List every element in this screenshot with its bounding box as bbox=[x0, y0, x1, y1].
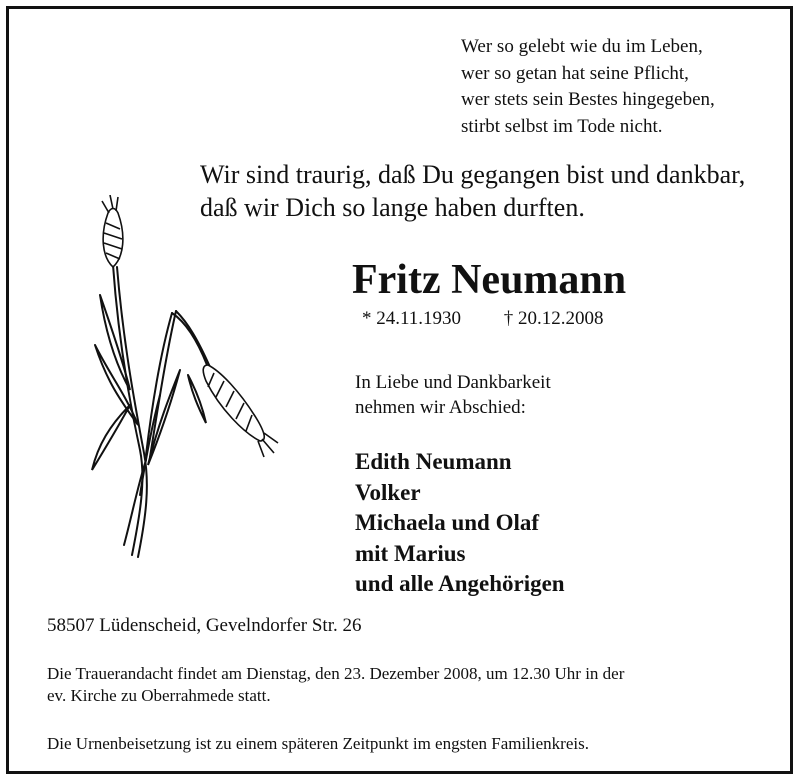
life-dates bbox=[362, 307, 604, 331]
poem-line: wer so getan hat seine Pflicht, bbox=[461, 62, 689, 84]
mourner-name: Volker bbox=[355, 479, 421, 505]
birth-date: * 24.11.1930 bbox=[362, 308, 462, 329]
death-date: † 20.12.2008 bbox=[503, 308, 604, 329]
poem-line: wer stets sein Bestes hingegeben, bbox=[461, 89, 715, 110]
mourner-name: mit Marius bbox=[355, 540, 466, 566]
mourner-name: und alle Angehörigen bbox=[355, 571, 565, 596]
service-info bbox=[47, 663, 624, 707]
farewell-line: nehmen wir Abschied: bbox=[355, 397, 526, 418]
service-line: Die Trauerandacht findet am Dienstag, den 23. Dezember 2008, um 12.30 Uhr in der bbox=[47, 664, 625, 683]
deceased-name: Fritz Neumann bbox=[352, 257, 627, 303]
lead-line: Wir sind traurig, daß Du gegangen bist und dankbar, bbox=[200, 160, 746, 189]
farewell-line: In Liebe und Dankbarkeit bbox=[355, 372, 551, 393]
poem-line: stirbt selbst im Tode nicht. bbox=[461, 115, 663, 137]
mourner-name: Edith Neumann bbox=[355, 449, 512, 474]
farewell-text bbox=[355, 370, 551, 420]
service-line: ev. Kirche zu Oberrahmede statt. bbox=[47, 686, 271, 705]
poem-line: Wer so gelebt wie du im Leben, bbox=[461, 36, 703, 57]
family-address: 58507 Lüdenscheid, Gevelndorfer Str. 26 bbox=[47, 615, 362, 636]
burial-info: Die Urnenbeisetzung ist zu einem späteren Zeitpunkt im engsten Familienkreis. bbox=[47, 734, 589, 753]
mourners-list bbox=[355, 447, 565, 600]
memorial-poem bbox=[461, 34, 715, 140]
wheat-ears-icon bbox=[80, 195, 290, 565]
lead-line: daß wir Dich so lange haben durften. bbox=[200, 193, 585, 222]
mourner-name: Michaela und Olaf bbox=[355, 510, 540, 535]
